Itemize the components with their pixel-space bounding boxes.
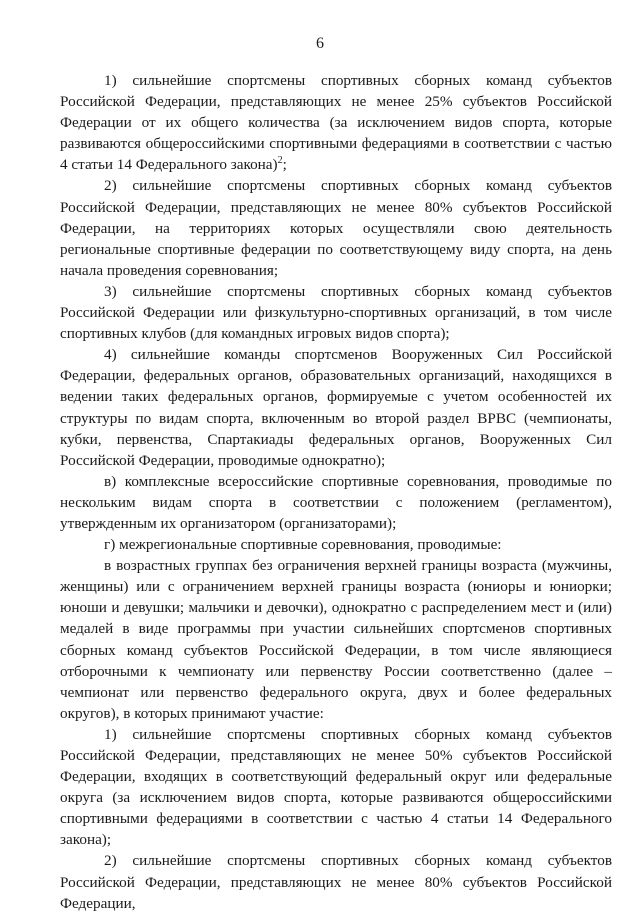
paragraph-1 bbox=[60, 70, 612, 175]
footnote-reference: 2 bbox=[277, 155, 283, 167]
page-number: 6 bbox=[316, 35, 324, 52]
document-body bbox=[60, 70, 612, 914]
paragraph-3: 3) сильнейшие спортсмены спортивных сборных команд субъектов Российской Федерации или физкультурно-спортивных организаций, в том числе спортивных клубов (для командных игровых видов спорта); bbox=[60, 282, 612, 343]
paragraph-1-text: 1) сильнейшие спортсмены спортивных сборных команд субъектов Российской Федерации, представляющих не менее 25% субъектов Российской Федерации от их общего количества (за исключением видов спорта, которые развиваются общероссийскими спортивными федерациями в соответствии с частью 4 статьи 14 Федерального закона) bbox=[60, 72, 612, 174]
paragraph-1-tail: ; bbox=[282, 156, 287, 174]
paragraph-5: в) комплексные всероссийские спортивные соревнования, проводимые по нескольким видам спорта в соответствии с положением (регламентом), утвержденным их организатором (организаторами); bbox=[60, 472, 612, 532]
paragraph-8: 1) сильнейшие спортсмены спортивных сборных команд субъектов Российской Федерации, представляющих не менее 50% субъектов Российской Федерации, входящих в соответствующий федеральный округ или федеральные округа (за исключением видов спорта, которые развиваются общероссийскими спортивными федерациями в соответствии с частью 4 статьи 14 Федерального закона); bbox=[60, 725, 612, 849]
paragraph-6: г) межрегиональные спортивные соревнования, проводимые: bbox=[104, 536, 502, 554]
paragraph-7: в возрастных группах без ограничения верхней границы возраста (мужчины, женщины) или с ограничением верхней границы возраста (юниоры и юниорки; юноши и девушки; мальчики и девочки), однократно с распределением мест и (или) медалей в виде программы при участии сильнейших спортсменов спортивных сборных команд субъектов Российской Федерации, в том числе являющиеся отборочными к чемпионату или первенству России соответственно (далее – чемпионат или первенство федерального округа, двух и более федеральных округов), в которых принимают участие: bbox=[60, 557, 612, 722]
paragraph-4: 4) сильнейшие команды спортсменов Вооруженных Сил Российской Федерации, федеральных органов, образовательных организаций, находящихся в ведении таких федеральных органов, формируемые с учетом особенностей их структуры по видам спорта, включенным во второй раздел ВРВС (чемпионаты, кубки, первенства, Спартакиады федеральных органов, Вооруженных Сил Российской Федерации, проводимые однократно); bbox=[60, 346, 612, 469]
paragraph-2: 2) сильнейшие спортсмены спортивных сборных команд субъектов Российской Федерации, представляющих не менее 80% субъектов Российской Федерации, на территориях которых осуществляли свою деятельность региональные спортивные федерации по соответствующему виду спорта, на день начала проведения соревнования; bbox=[60, 177, 612, 279]
paragraph-9: 2) сильнейшие спортсмены спортивных сборных команд субъектов Российской Федерации, представляющих не менее 80% субъектов Российской Федерации, bbox=[60, 852, 612, 912]
